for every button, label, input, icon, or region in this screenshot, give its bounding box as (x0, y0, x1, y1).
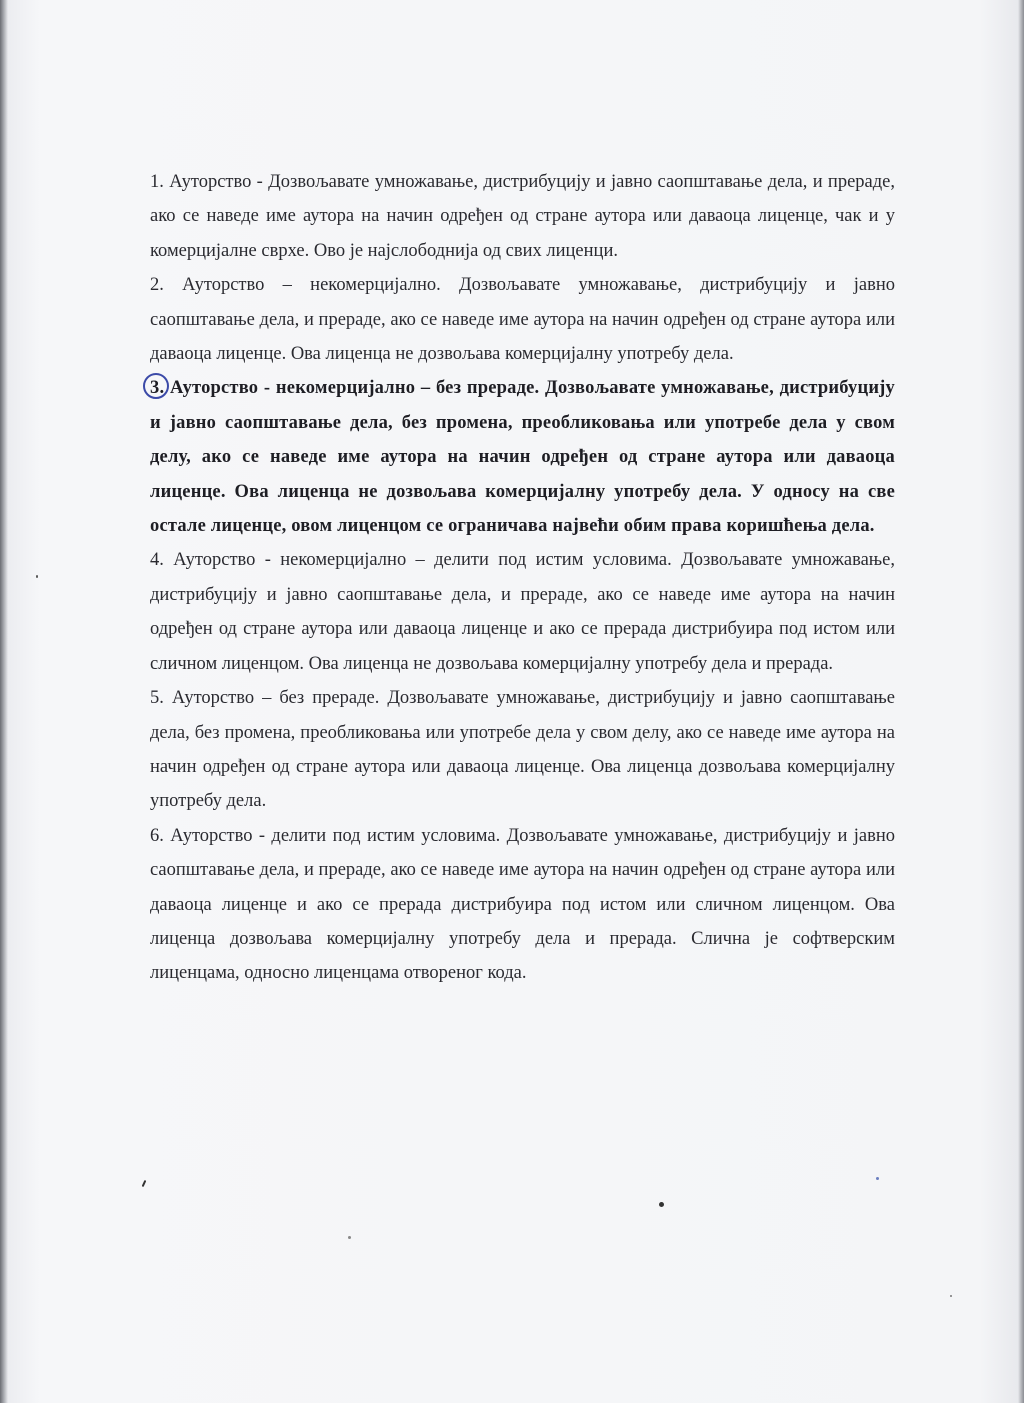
license-item-3 (150, 371, 895, 543)
scan-speck (142, 1180, 147, 1187)
license-item-6 (150, 819, 895, 991)
license-item-3-text: Ауторство - некомерцијално – без прераде. Дозвољавате умножавање, дистрибуцију и јавно саопштавање дела, без промена, преобликовања или употребе дела у свом делу, ако се наведе име аутора на начин одређен од стране аутора или даваоца лиценце. Ова лиценца не дозвољава комерцијалну употребу дела. У односу на све остале лиценце, овом лиценцом се ограничава највећи обим права коришћења дела. (150, 378, 895, 537)
license-item-5 (150, 681, 895, 819)
scan-speck (36, 575, 38, 578)
page-edge-right (1018, 0, 1024, 1403)
license-item-2-text: 2. Ауторство – некомерцијално. Дозвољавате умножавање, дистрибуцију и јавно саопштавање дела, и прераде, ако се наведе име аутора на начин одређен од стране аутора или даваоца лиценце. Ова лиценца не дозвољава комерцијалну употребу дела. (150, 275, 895, 365)
license-list (150, 165, 895, 991)
license-item-1-text: 1. Ауторство - Дозвољавате умножавање, дистрибуцију и јавно саопштавање дела, и прераде, ако се наведе име аутора на начин одређен од стране аутора или даваоца лиценце, чак и у комерцијалне сврхе. Ово је најслободнија од свих лиценци. (150, 172, 895, 261)
page-edge-left (0, 0, 8, 1403)
license-item-4-text: 4. Ауторство - некомерцијално – делити под истим условима. Дозвољавате умножавање, дистрибуцију и јавно саопштавање дела, и прераде, ако се наведе име аутора на начин одређен од стране аутора или даваоца лиценце и ако се прерада дистрибуира под истом или сличном лиценцом. Ова лиценца не дозвољава комерцијалну употребу дела и прерада. (150, 550, 895, 674)
scan-speck (659, 1202, 664, 1207)
license-item-1 (150, 165, 895, 268)
circled-number (150, 371, 164, 405)
license-item-4 (150, 543, 895, 681)
license-item-5-text: 5. Ауторство – без прераде. Дозвољавате умножавање, дистрибуцију и јавно саопштавање дела, без промена, преобликовања или употребе дела у свом делу, ако се наведе име аутора на начин одређен од стране аутора или даваоца лиценце. Ова лиценца дозвољава комерцијалну употребу дела. (150, 688, 895, 812)
license-item-3-number: 3. (150, 378, 165, 399)
license-item-6-text: 6. Ауторство - делити под истим условима. Дозвољавате умножавање, дистрибуцију и јавно саопштавање дела, и прераде, ако се наведе име аутора на начин одређен од стране аутора или даваоца лиценце и ако се прерада дистрибуира под истом или сличном лиценцом. Ова лиценца дозвољава комерцијалну употребу дела и прерада. Слична је софтверским лиценцама, односно лиценцама отвореног кода. (150, 825, 895, 984)
scan-speck (876, 1177, 879, 1180)
license-item-2 (150, 268, 895, 371)
scan-speck (348, 1236, 351, 1239)
scan-speck (950, 1295, 952, 1297)
